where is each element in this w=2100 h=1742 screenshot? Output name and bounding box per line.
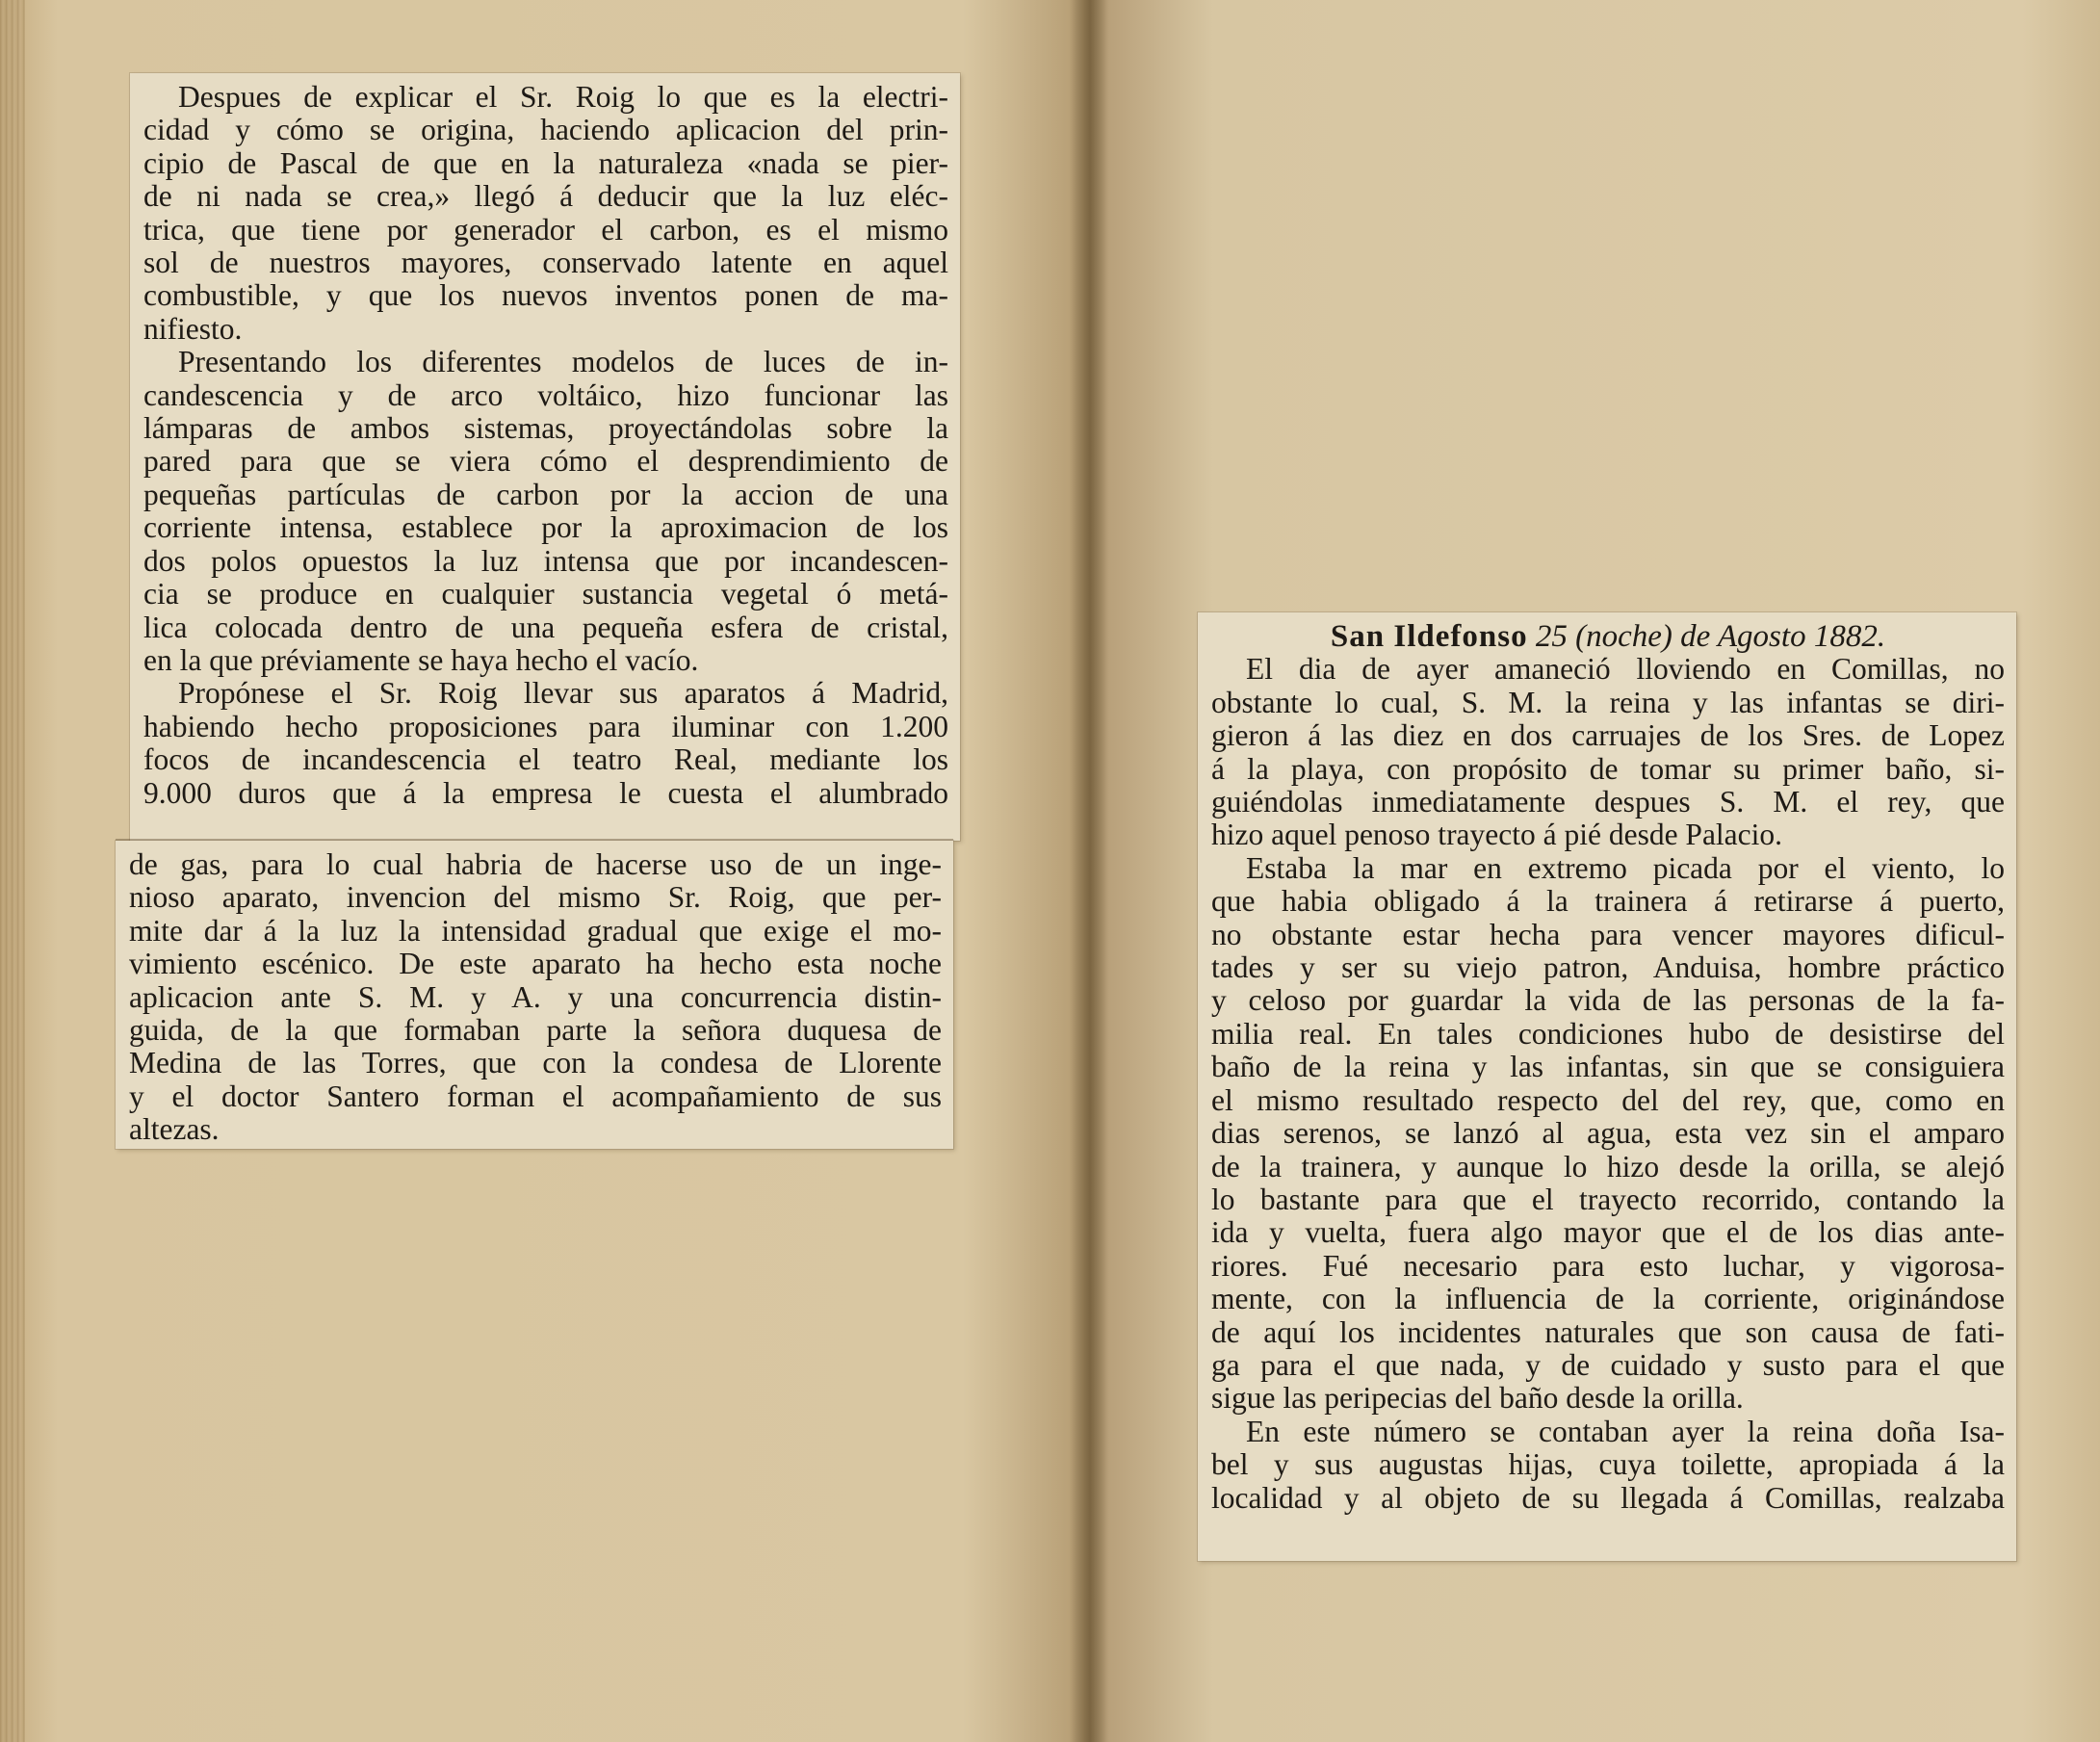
clipping-line: dos polos opuestos la luz intensa que por incandescen- bbox=[143, 543, 948, 578]
clipping-line: no obstante estar hecha para vencer mayores dificul- bbox=[1211, 917, 2005, 951]
clipping-line: aplicacion ante S. M. y A. y una concurrencia distin- bbox=[129, 979, 942, 1014]
clipping-line: localidad y al objeto de su llegada á Comillas, realzaba bbox=[1211, 1480, 2005, 1515]
newspaper-clipping-roig-lower bbox=[116, 841, 953, 1149]
clipping-line: bel y sus augustas hijas, cuya toilette, apropiada á la bbox=[1211, 1447, 2005, 1482]
clipping-line: que habia obligado á la trainera á retirarse á puerto, bbox=[1211, 884, 2005, 919]
clipping-line: tades y ser su viejo patron, Anduisa, hombre práctico bbox=[1211, 950, 2005, 985]
headline-date: 25 (noche) de Agosto 1882. bbox=[1535, 619, 1886, 654]
clipping-line: obstante lo cual, S. M. la reina y las infantas se diri- bbox=[1211, 685, 2005, 719]
clipping-line: milia real. En tales condiciones hubo de desistirse del bbox=[1211, 1016, 2005, 1051]
clipping-line: corriente intensa, establece por la aproximacion de los bbox=[143, 510, 948, 545]
clipping-line: vimiento escénico. De este aparato ha hecho esta noche bbox=[129, 947, 942, 981]
clipping-line: y el doctor Santero forman el acompañamiento de sus bbox=[129, 1079, 942, 1113]
clipping-line: cipio de Pascal de que en la naturaleza «nada se pier- bbox=[143, 145, 948, 180]
clipping-line: focos de incandescencia el teatro Real, mediante los bbox=[143, 742, 948, 777]
clipping-line: el mismo resultado respecto del del rey, que, como en bbox=[1211, 1082, 2005, 1117]
clipping-line: de la trainera, y aunque lo hizo desde la orilla, se alejó bbox=[1211, 1149, 2005, 1183]
clipping-line: candescencia y de arco voltáico, hizo funcionar las bbox=[143, 377, 948, 412]
clipping-line: nifiesto. bbox=[143, 311, 243, 346]
clipping-line: trica, que tiene por generador el carbon, es el mismo bbox=[143, 212, 948, 247]
clipping-headline bbox=[1211, 620, 2005, 653]
clipping-line: Presentando los diferentes modelos de luces de in- bbox=[178, 345, 948, 379]
clipping-line: Despues de explicar el Sr. Roig lo que es la electri- bbox=[178, 80, 948, 114]
clipping-line: habiendo hecho proposiciones para iluminar con 1.200 bbox=[143, 709, 948, 743]
clipping-line: El dia de ayer amaneció lloviendo en Comillas, no bbox=[1246, 652, 2005, 687]
clipping-line: mente, con la influencia de la corriente, originándose bbox=[1211, 1282, 2005, 1316]
clipping-line: en la que préviamente se haya hecho el vacío. bbox=[143, 642, 699, 677]
clipping-line: gieron á las diez en dos carruajes de los Sres. de Lopez bbox=[1211, 718, 2005, 753]
clipping-line: 9.000 duros que á la empresa le cuesta el alumbrado bbox=[143, 775, 948, 810]
clipping-line: lo bastante para que el trayecto recorrido, contando la bbox=[1211, 1182, 2005, 1216]
clipping-line: y celoso por guardar la vida de las personas de la fa- bbox=[1211, 983, 2005, 1018]
newspaper-clipping-san-ildefonso bbox=[1198, 612, 2016, 1561]
clipping-line: sigue las peripecias del baño desde la orilla. bbox=[1211, 1381, 1744, 1416]
headline-place: San Ildefonso bbox=[1330, 619, 1528, 654]
clipping-line: baño de la reina y las infantas, sin que se consiguiera bbox=[1211, 1050, 2005, 1084]
clipping-line: En este número se contaban ayer la reina doña Isa- bbox=[1246, 1414, 2005, 1448]
clipping-line: riores. Fué necesario para esto luchar, y vigorosa- bbox=[1211, 1248, 2005, 1283]
clipping-line: Medina de las Torres, que con la condesa de Llorente bbox=[129, 1046, 942, 1080]
newspaper-clipping-roig-upper bbox=[130, 73, 960, 841]
clipping-line: guiéndolas inmediatamente despues S. M. el rey, que bbox=[1211, 785, 2005, 819]
clipping-line: dias serenos, se lanzó al agua, esta vez sin el amparo bbox=[1211, 1116, 2005, 1151]
clipping-line: pared para que se viera cómo el desprendimiento de bbox=[143, 444, 948, 479]
clipping-line: combustible, y que los nuevos inventos ponen de ma- bbox=[143, 278, 948, 313]
clipping-line: de gas, para lo cual habria de hacerse uso de un inge- bbox=[129, 847, 942, 881]
clipping-line: ida y vuelta, fuera algo mayor que el de los dias ante- bbox=[1211, 1215, 2005, 1250]
clipping-line: nioso aparato, invencion del mismo Sr. Roig, que per- bbox=[129, 880, 942, 915]
clipping-line: hizo aquel penoso trayecto á pié desde Palacio. bbox=[1211, 818, 1783, 852]
book-spine bbox=[1071, 0, 1109, 1742]
clipping-line: cia se produce en cualquier sustancia vegetal ó metá- bbox=[143, 577, 948, 611]
clipping-line: sol de nuestros mayores, conservado latente en aquel bbox=[143, 246, 948, 280]
clipping-line: lica colocada dentro de una pequeña esfera de cristal, bbox=[143, 610, 948, 644]
clipping-line: cidad y cómo se origina, haciendo aplicacion del prin- bbox=[143, 113, 948, 147]
clipping-line: altezas. bbox=[129, 1112, 220, 1147]
clipping-line: de ni nada se crea,» llegó á deducir que la luz eléc- bbox=[143, 179, 948, 214]
clipping-line: Estaba la mar en extremo picada por el viento, lo bbox=[1246, 850, 2005, 885]
clipping-line: de aquí los incidentes naturales que son causa de fati- bbox=[1211, 1314, 2005, 1349]
clipping-line: guida, de la que formaban parte la señora duquesa de bbox=[129, 1013, 942, 1048]
clipping-line: Propónese el Sr. Roig llevar sus aparatos á Madrid, bbox=[178, 676, 948, 711]
clipping-line: lámparas de ambos sistemas, proyectándolas sobre la bbox=[143, 411, 948, 446]
clipping-line: mite dar á la luz la intensidad gradual que exige el mo- bbox=[129, 913, 942, 948]
clipping-line: pequeñas partículas de carbon por la accion de una bbox=[143, 477, 948, 511]
clipping-line: á la playa, con propósito de tomar su primer baño, si- bbox=[1211, 751, 2005, 786]
clipping-line: ga para el que nada, y de cuidado y susto para el que bbox=[1211, 1347, 2005, 1382]
